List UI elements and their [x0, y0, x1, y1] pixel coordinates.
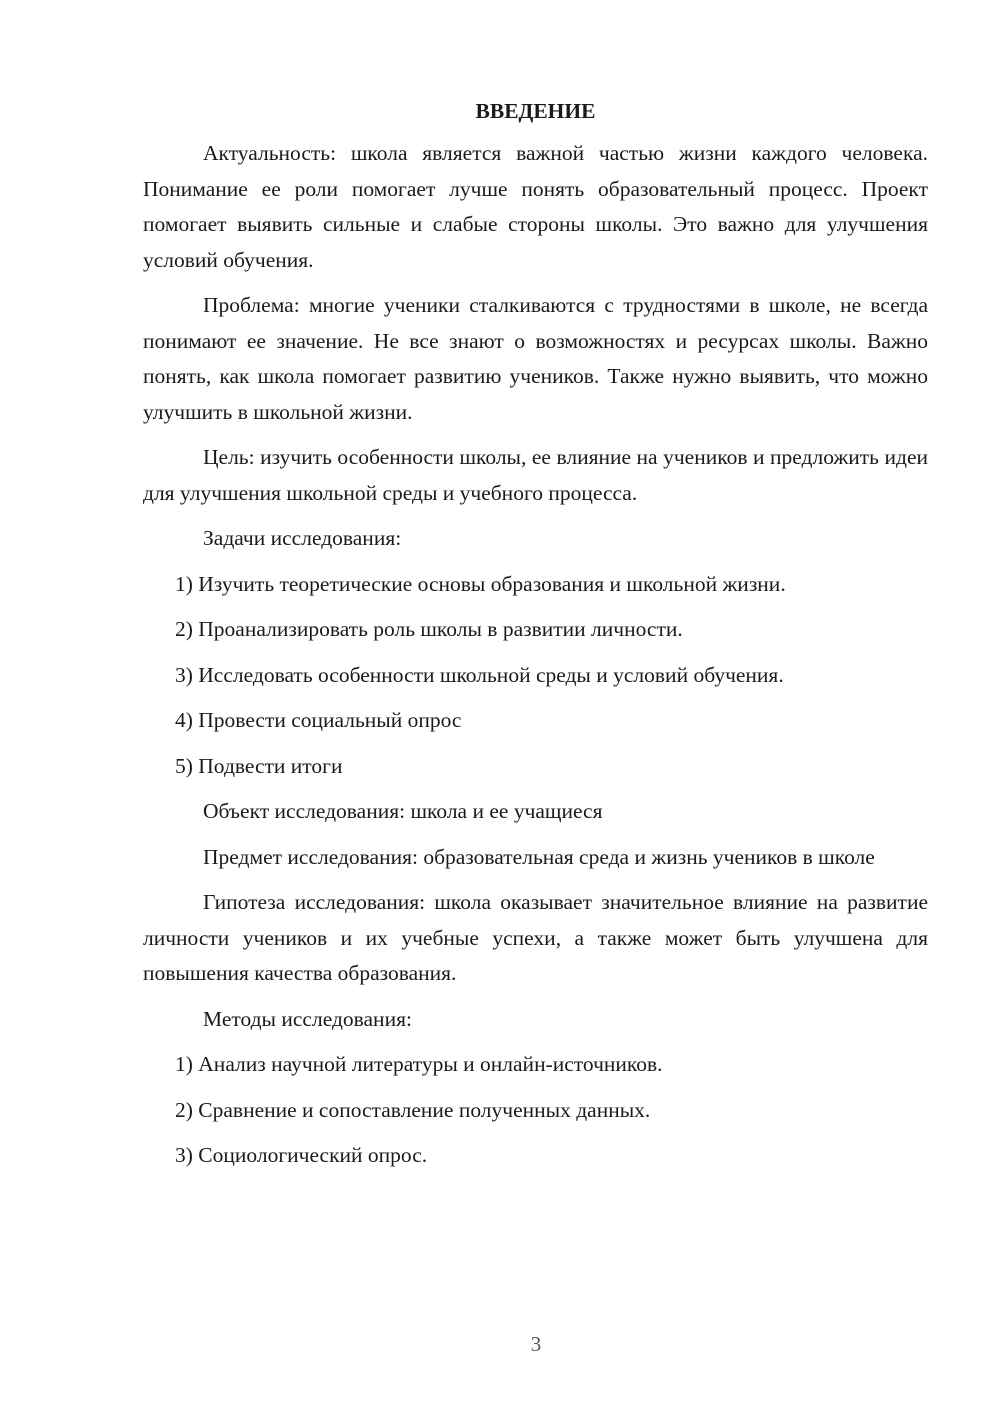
list-item: 3) Социологический опрос.	[175, 1143, 428, 1167]
list-item: 3) Исследовать особенности школьной среды и условий обучения.	[175, 662, 784, 687]
relevance-paragraph: Актуальность: школа является важной частью жизни каждого человека. Понимание ее роли помогает лучше понять образовательный процесс. Проект помогает выявить сильные и слабые стороны школы. Это важно для улучшения условий обучения.	[143, 141, 928, 272]
list-item: 2) Проанализировать роль школы в развитии личности.	[175, 617, 683, 641]
goal-paragraph: Цель: изучить особенности школы, ее влияние на учеников и предложить идеи для улучшения школьной среды и учебного процесса.	[143, 445, 928, 505]
list-item: 1) Изучить теоретические основы образования и школьной жизни.	[175, 571, 786, 596]
section-title: ВВЕДЕНИЕ	[475, 99, 596, 123]
list-item: 2) Сравнение и сопоставление полученных данных.	[175, 1097, 651, 1122]
object-paragraph: Объект исследования: школа и ее учащиеся	[203, 799, 603, 823]
tasks-list	[143, 567, 928, 785]
hypothesis-paragraph: Гипотеза исследования: школа оказывает значительное влияние на развитие личности учеников и их учебные успехи, а также может быть улучшена для повышения качества образования.	[143, 890, 928, 985]
subject-paragraph: Предмет исследования: образовательная среда и жизнь учеников в школе	[203, 844, 875, 869]
page-number: 3	[530, 1332, 542, 1356]
problem-paragraph: Проблема: многие ученики сталкиваются с трудностями в школе, не всегда понимают ее значение. Не все знают о возможностях и ресурсах школы. Важно понять, как школа помогает развитию учеников. Также нужно выявить, что можно улучшить в школьной жизни.	[143, 293, 928, 424]
methods-list	[143, 1047, 928, 1174]
tasks-heading: Задачи исследования:	[203, 526, 402, 550]
methods-heading: Методы исследования:	[203, 1006, 412, 1031]
list-item: 5) Подвести итоги	[175, 753, 343, 778]
list-item: 4) Провести социальный опрос	[175, 708, 462, 732]
list-item: 1) Анализ научной литературы и онлайн-источников.	[175, 1052, 663, 1076]
page-content	[143, 96, 928, 1184]
